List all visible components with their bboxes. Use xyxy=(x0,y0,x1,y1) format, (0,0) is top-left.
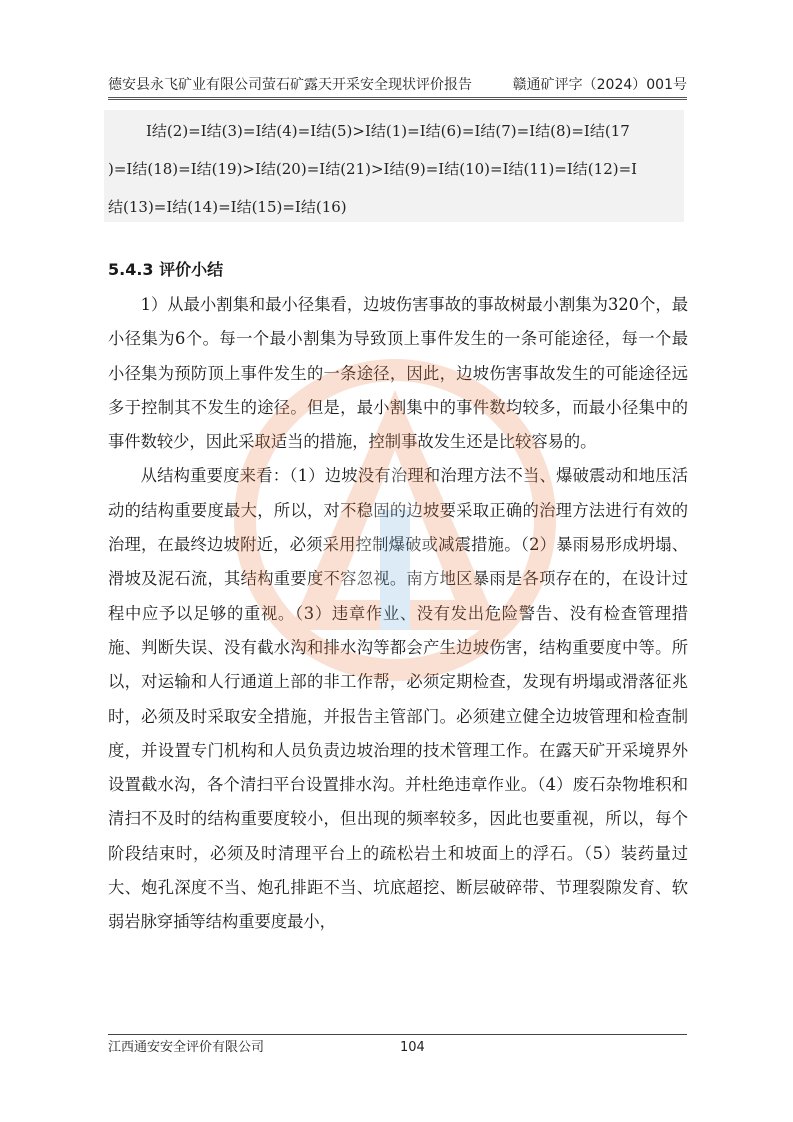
footer-company: 江西通安安全评价有限公司 xyxy=(108,1040,265,1055)
formula-line-3: 结(13)=I结(14)=I结(15)=I结(16) xyxy=(108,198,347,216)
page-footer xyxy=(108,1038,687,1058)
header-rule xyxy=(108,97,687,100)
report-title: 德安县永飞矿业有限公司萤石矿露天开采安全现状评价报告 xyxy=(108,77,472,93)
page-header xyxy=(108,74,687,96)
formula-line-1: I结(2)=I结(3)=I结(4)=I结(5)>I结(1)=I结(6)=I结(7)=I结(8)=I结(17 xyxy=(146,122,630,140)
formula-line-2: )=I结(18)=I结(19)>I结(20)=I结(21)>I结(9)=I结(10)=I结(11)=I结(12)=I xyxy=(108,160,638,178)
section-title: 5.4.3 评价小结 xyxy=(108,260,224,279)
footer-rule xyxy=(108,1034,687,1035)
formula-image xyxy=(104,110,684,222)
body-text xyxy=(108,288,688,940)
paragraph-summary: 1）从最小割集和最小径集看，边坡伤害事故的事故树最小割集为320个，最小径集为6个。每一个最小割集为导致顶上事件发生的一条可能途径，每一个最小径集为预防顶上事件发生的一条途径，因此，边坡伤害事故发生的可能途径远多于控制其不发生的途径。但是，最小割集中的事件数均较多，而最小径集中的事件数较少，因此采取适当的措施，控制事故发生还是比较容易的。 xyxy=(108,295,688,452)
paragraph-structure-importance: 从结构重要度来看：（1）边坡没有治理和治理方法不当、爆破震动和地压活动的结构重要度最大，所以，对不稳固的边坡要采取正确的治理方法进行有效的治理，在最终边坡附近，必须采用控制爆破或减震措施。（2）暴雨易形成坍塌、滑坡及泥石流，其结构重要度不容忽视。南方地区暴雨是各项存在的，在设计过程中应予以足够的重视。（3）违章作业、没有发出危险警告、没有检查管理措施、判断失误、没有截水沟和排水沟等都会产生边坡伤害，结构重要度中等。所以，对运输和人行通道上部的非工作帮，必须定期检查，发现有坍塌或滑落征兆时，必须及时采取安全措施，并报告主管部门。必须建立健全边坡管理和检查制度，并设置专门机构和人员负责边坡治理的技术管理工作。在露天矿开采境界外设置截水沟，各个清扫平台设置排水沟。并杜绝违章作业。（4）废石杂物堆积和清扫不及时的结构重要度较小，但出现的频率较多，因此也要重视，所以，每个阶段结束时，必须及时清理平台上的疏松岩土和坡面上的浮石。（5）装药量过大、炮孔深度不当、炮孔排距不当、坑底超挖、断层破碎带、节理裂隙发育、软弱岩脉穿插等结构重要度最小， xyxy=(108,466,688,932)
document-number: 赣通矿评字（2024）001号 xyxy=(512,77,687,93)
page-number: 104 xyxy=(400,1040,425,1055)
